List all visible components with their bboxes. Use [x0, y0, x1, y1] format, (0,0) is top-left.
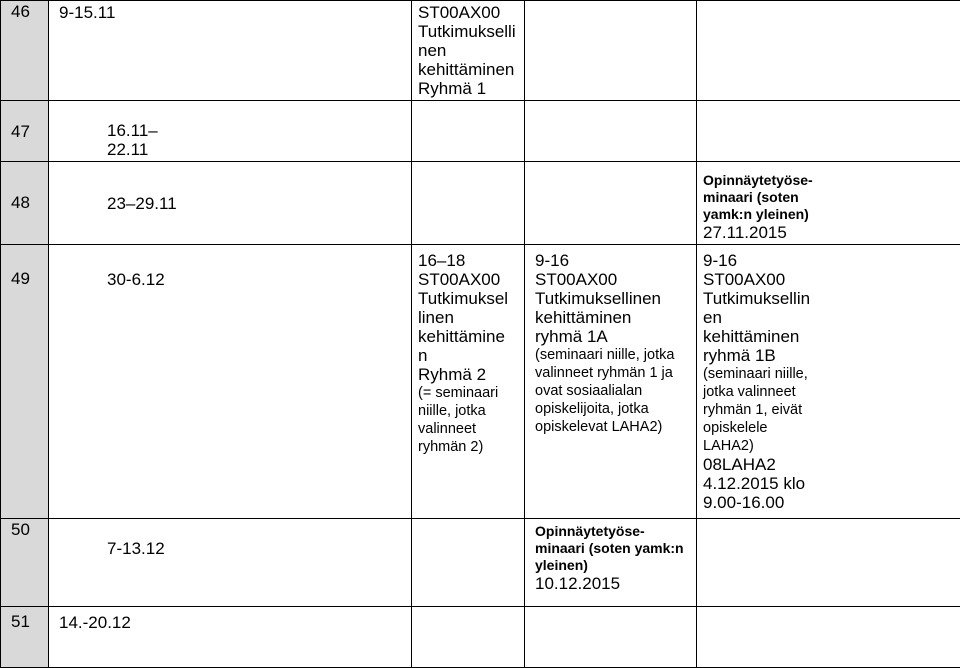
- dates-cell: 30-6.12: [49, 245, 412, 519]
- group-cell: 16–18 ST00AX00 Tutkimuksel linen kehittämine n Ryhmä 2 (= seminaari niille, jotka valinneet ryhmän 2): [412, 245, 525, 519]
- group-cell: [525, 162, 697, 245]
- table-row: [1, 162, 960, 245]
- table-row: [1, 245, 960, 519]
- week-number: 49: [1, 245, 49, 519]
- table-row: [1, 519, 960, 607]
- group-cell: [525, 607, 697, 668]
- table-row: [1, 101, 960, 162]
- dates-cell: 14.-20.12: [49, 607, 412, 668]
- group-cell: [525, 1, 697, 101]
- seminar-cell: Opinnäytetyöse- minaari (soten yamk:n yleinen) 10.12.2015: [525, 519, 697, 607]
- group-cell: [697, 519, 960, 607]
- seminar-cell: Opinnäytetyöse- minaari (soten yamk:n yleinen) 27.11.2015: [697, 162, 960, 245]
- group-cell: [697, 607, 960, 668]
- week-number: 48: [1, 162, 49, 245]
- dates-cell: 23–29.11: [49, 162, 412, 245]
- group-cell: [697, 101, 960, 162]
- group-cell: ST00AX00 Tutkimukselli nen kehittäminen Ryhmä 1: [412, 1, 525, 101]
- dates-cell: 16.11– 22.11: [49, 101, 412, 162]
- group-cell: 9-16 ST00AX00 Tutkimuksellinen kehittäminen ryhmä 1A (seminaari niille, jotka valinneet ryhmän 1 ja ovat sosiaalialan opiskelijoita, jotka opiskelevat LAHA2): [525, 245, 697, 519]
- table-row: [1, 607, 960, 668]
- group-cell: [525, 101, 697, 162]
- group-cell: [412, 101, 525, 162]
- group-cell: [412, 519, 525, 607]
- week-number: 47: [1, 101, 49, 162]
- group-cell: [697, 1, 960, 101]
- group-cell: [412, 162, 525, 245]
- dates-cell: 9-15.11: [49, 1, 412, 101]
- table-row: [1, 1, 960, 101]
- group-cell: 9-16 ST00AX00 Tutkimuksellin en kehittäminen ryhmä 1B (seminaari niille, jotka valinneet ryhmän 1, eivät opiskelele LAHA2) 08LAHA2 4.12.2015 klo 9.00-16.00: [697, 245, 960, 519]
- week-number: 50: [1, 519, 49, 607]
- group-cell: [412, 607, 525, 668]
- week-number: 51: [1, 607, 49, 668]
- week-number: 46: [1, 1, 49, 101]
- dates-cell: 7-13.12: [49, 519, 412, 607]
